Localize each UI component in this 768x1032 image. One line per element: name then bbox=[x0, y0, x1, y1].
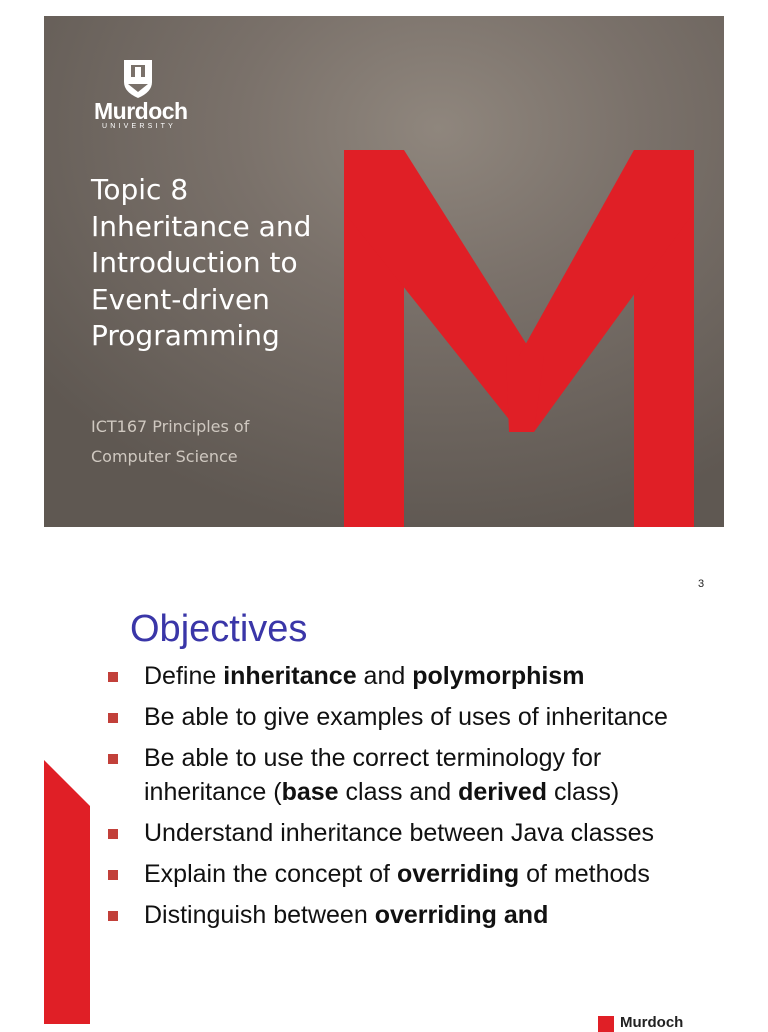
bullet-icon bbox=[108, 672, 118, 682]
bullet-icon bbox=[108, 911, 118, 921]
objective-text: Be able to use the correct terminology for inheritance ( bbox=[144, 744, 602, 806]
objective-text: class) bbox=[547, 778, 620, 806]
bullet-icon bbox=[108, 870, 118, 880]
footer-logo bbox=[598, 1012, 708, 1032]
objective-keyword: inheritance bbox=[223, 662, 357, 690]
title-line: Introduction to bbox=[91, 246, 298, 279]
slide-title bbox=[91, 172, 371, 355]
footer-brand: Murdoch bbox=[620, 1014, 684, 1031]
course-name bbox=[91, 412, 331, 472]
bullet-icon bbox=[108, 829, 118, 839]
objective-text: and bbox=[356, 662, 413, 690]
title-slide bbox=[44, 16, 724, 527]
university-crest-icon bbox=[120, 56, 156, 100]
title-line: Programming bbox=[91, 319, 280, 352]
objective-item bbox=[104, 816, 704, 850]
bullet-icon bbox=[108, 713, 118, 723]
red-accent-shape bbox=[0, 760, 90, 1024]
objective-item bbox=[104, 898, 704, 932]
objective-keyword: overriding and bbox=[374, 901, 549, 929]
objective-item bbox=[104, 857, 704, 891]
objective-text: Be able to give examples of uses of inheritance bbox=[144, 703, 668, 731]
objective-item bbox=[104, 741, 704, 809]
objective-item bbox=[104, 659, 704, 693]
objective-text: of methods bbox=[519, 860, 650, 888]
objective-item bbox=[104, 700, 704, 734]
objectives-title: Objectives bbox=[130, 608, 308, 650]
title-line: Inheritance and bbox=[91, 209, 312, 243]
objective-keyword: polymorphism bbox=[412, 662, 585, 690]
objective-keyword: derived bbox=[458, 778, 548, 806]
objectives-list bbox=[104, 659, 704, 939]
murdoch-m-icon bbox=[598, 1016, 614, 1032]
course-line: Computer Science bbox=[91, 447, 238, 466]
brand-subtitle: UNIVERSITY bbox=[101, 123, 176, 130]
page-number: 3 bbox=[698, 578, 705, 590]
course-line: ICT167 Principles of bbox=[91, 417, 250, 436]
objective-text: Explain the concept of bbox=[144, 860, 397, 888]
bullet-icon bbox=[108, 754, 118, 764]
objective-text: class and bbox=[338, 778, 459, 806]
objective-keyword: overriding bbox=[396, 860, 520, 888]
title-line: Topic 8 bbox=[91, 173, 189, 206]
objective-keyword: base bbox=[281, 778, 339, 806]
objective-text: Define bbox=[144, 662, 224, 690]
objective-text: Understand inheritance between Java classes bbox=[144, 819, 655, 847]
objective-text: Distinguish between bbox=[144, 901, 375, 929]
brand-name: Murdoch bbox=[94, 98, 188, 124]
title-line: Event-driven bbox=[91, 282, 270, 316]
